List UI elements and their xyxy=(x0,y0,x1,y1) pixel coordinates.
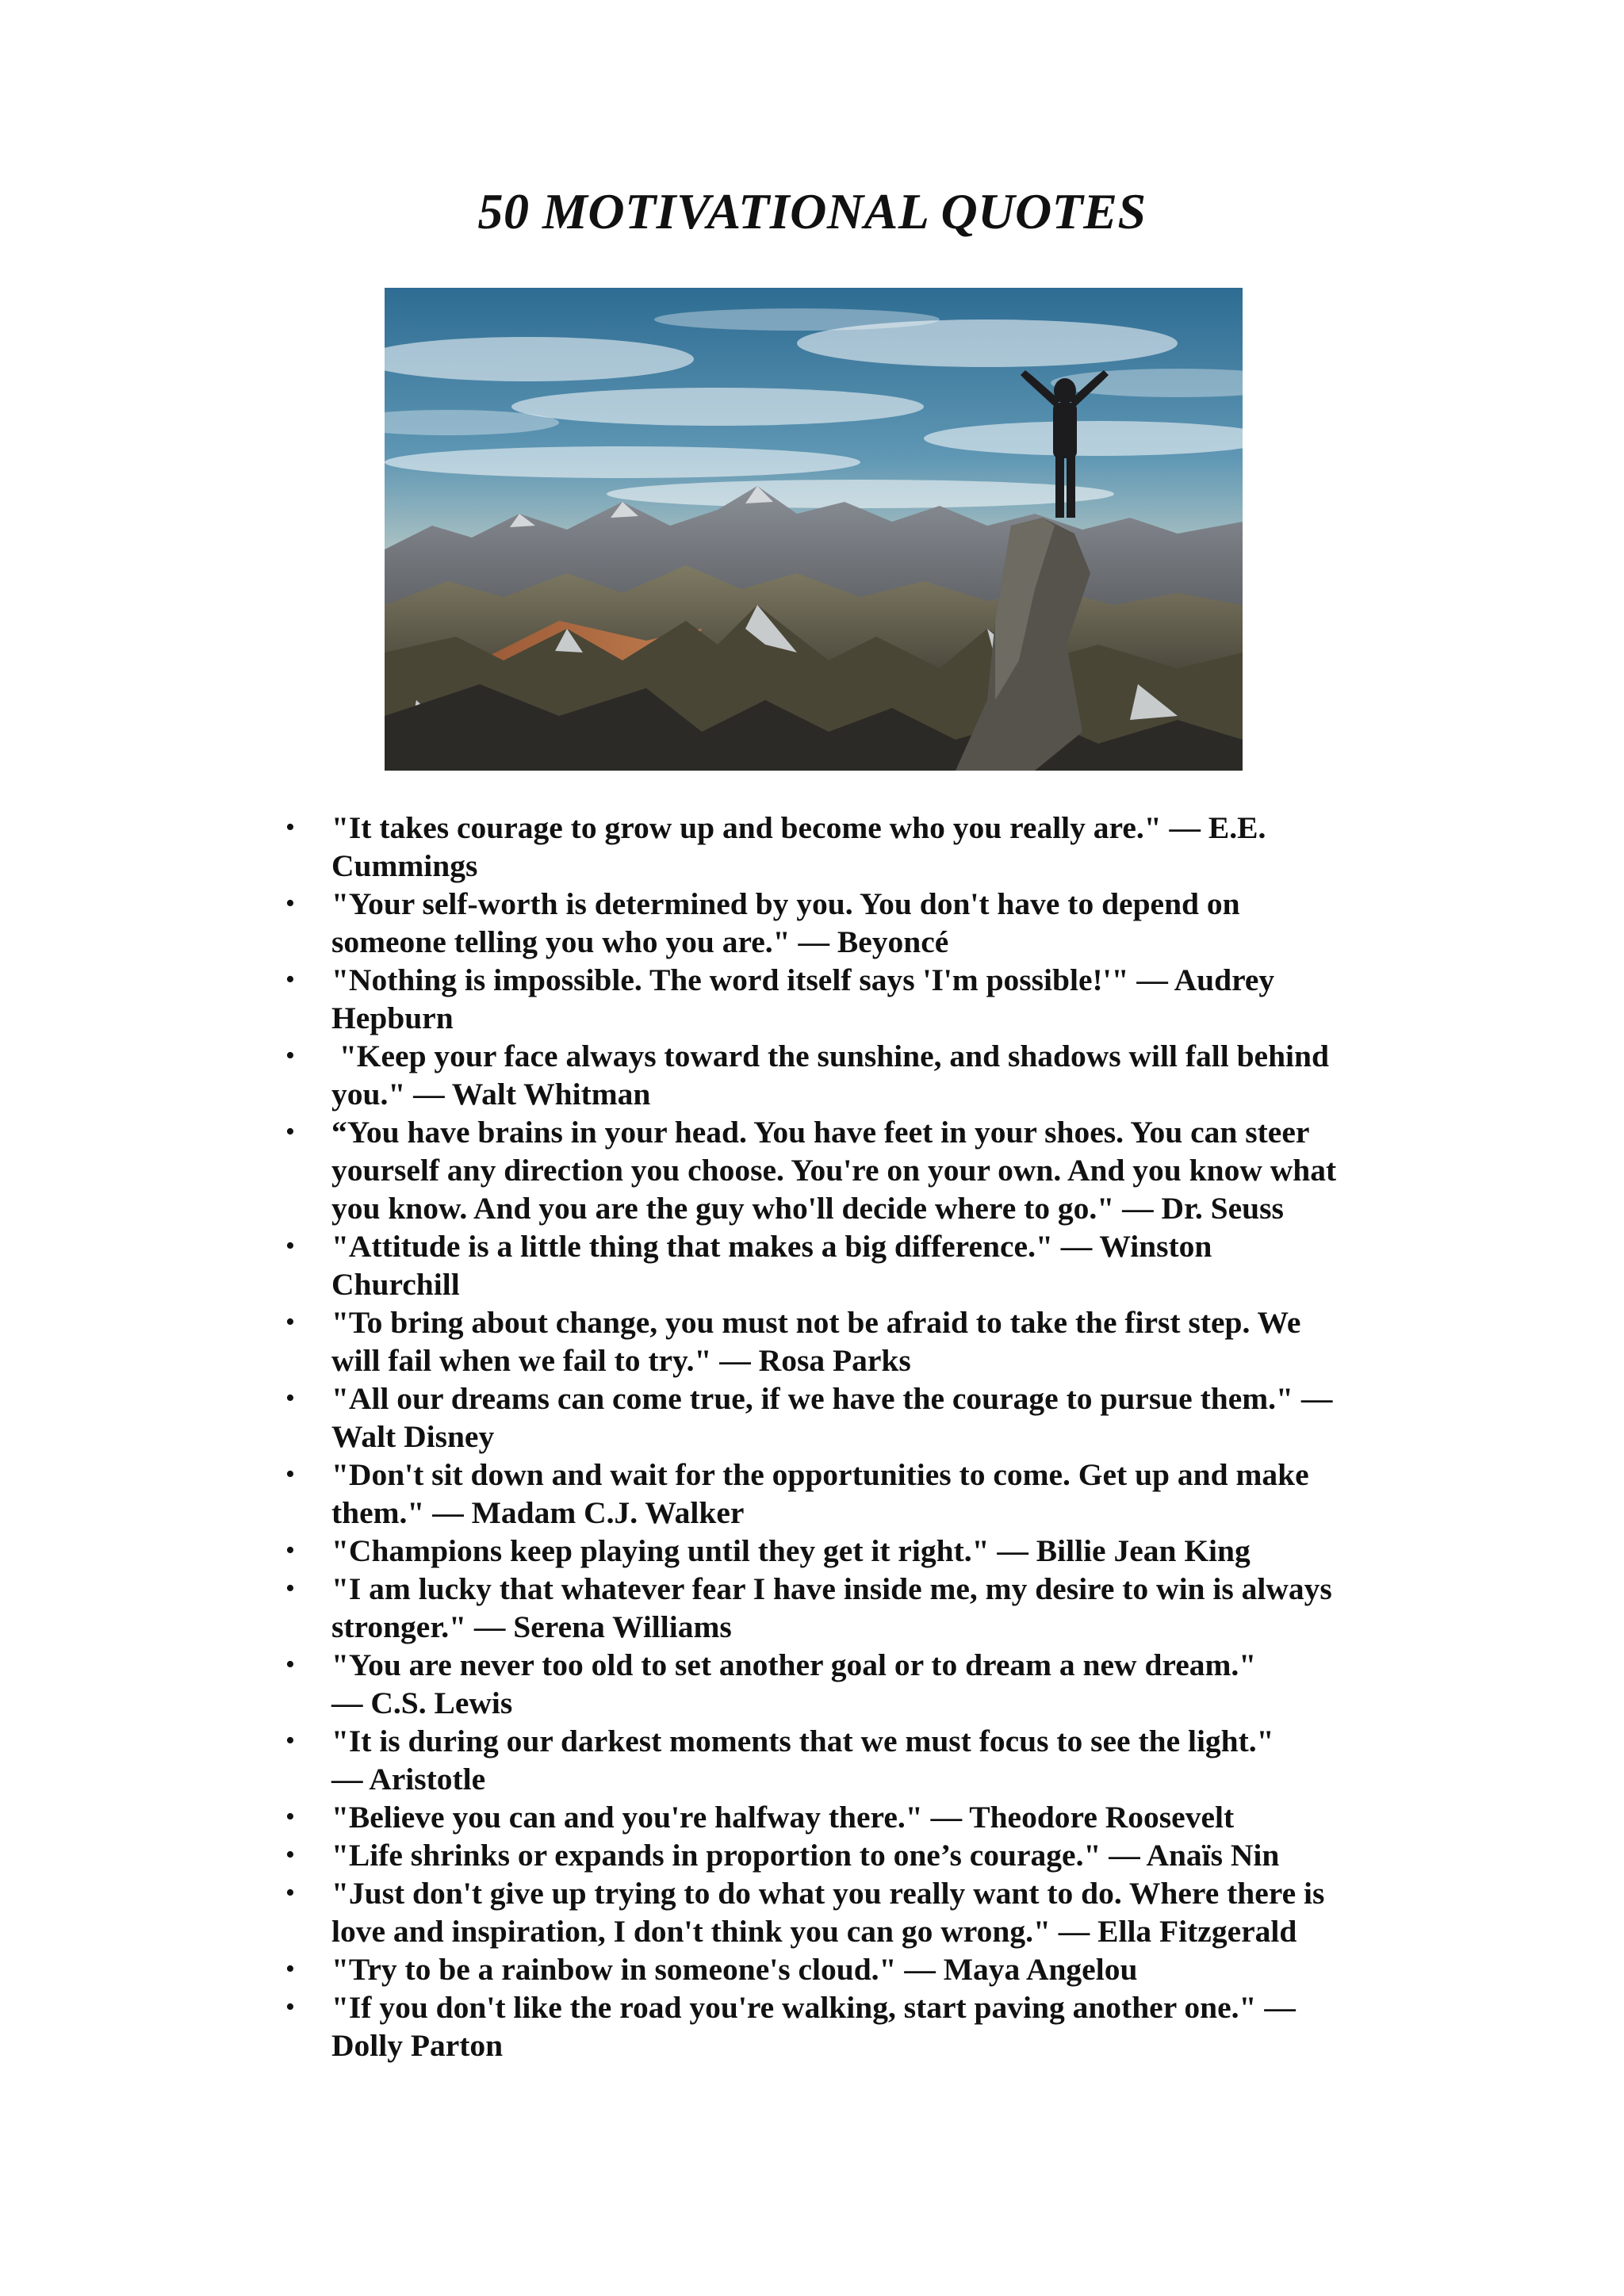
quote-item xyxy=(0,1037,1624,1113)
quote-item xyxy=(0,1303,1624,1380)
bullet-icon: • xyxy=(285,1307,295,1337)
quote-text-line: "All our dreams can come true, if we have the courage to pursue them." — xyxy=(331,1381,1333,1416)
bullet-icon: • xyxy=(285,1574,295,1603)
quote-text-line: — C.S. Lewis xyxy=(331,1686,513,1720)
page-title: 50 MOTIVATIONAL QUOTES xyxy=(477,183,1147,239)
quote-text-line: them." — Madam C.J. Walker xyxy=(331,1495,745,1530)
quote-text-line: "Keep your face always toward the sunshine, and shadows will fall behind xyxy=(331,1039,1329,1073)
quote-item xyxy=(0,1874,1624,1950)
quote-item xyxy=(0,1722,1624,1798)
bullet-icon: • xyxy=(285,889,295,918)
quote-item xyxy=(0,1113,1624,1227)
quote-text-line: "I am lucky that whatever fear I have inside me, my desire to win is always xyxy=(331,1571,1332,1606)
quote-text-line: "Try to be a rainbow in someone's cloud." — Maya Angelou xyxy=(331,1952,1138,1987)
quote-item xyxy=(0,1836,1624,1874)
quote-text-line: "It takes courage to grow up and become who you really are." — E.E. xyxy=(331,810,1266,845)
quote-text-line: "Just don't give up trying to do what you really want to do. Where there is xyxy=(331,1876,1325,1911)
quote-item xyxy=(0,885,1624,961)
quote-item xyxy=(0,1988,1624,2064)
bullet-icon: • xyxy=(285,1383,295,1413)
quote-text-line: Walt Disney xyxy=(331,1419,495,1454)
quote-text-line: "Attitude is a little thing that makes a big difference." — Winston xyxy=(331,1229,1212,1264)
quote-text-line: "Your self-worth is determined by you. You don't have to depend on xyxy=(331,886,1240,921)
bullet-icon: • xyxy=(285,1536,295,1565)
bullet-icon: • xyxy=(285,1802,295,1831)
quote-text-line: "Don't sit down and wait for the opportunities to come. Get up and make xyxy=(331,1457,1309,1492)
quote-text-line: you." — Walt Whitman xyxy=(331,1077,651,1112)
quote-item xyxy=(0,1380,1624,1456)
quote-item xyxy=(0,961,1624,1037)
quote-text-line: Dolly Parton xyxy=(331,2028,504,2063)
bullet-icon: • xyxy=(285,1726,295,1755)
bullet-icon: • xyxy=(285,1878,295,1908)
quote-text-line: — Aristotle xyxy=(331,1762,486,1797)
bullet-icon: • xyxy=(285,1231,295,1261)
quote-item xyxy=(0,809,1624,885)
mountain-summit-icon xyxy=(385,288,1243,771)
quote-text-line: "Believe you can and you're halfway there." — Theodore Roosevelt xyxy=(331,1800,1235,1835)
bullet-icon: • xyxy=(285,1840,295,1869)
quote-list xyxy=(0,809,1624,2064)
bullet-icon: • xyxy=(285,1992,295,2022)
quote-text-line: "Nothing is impossible. The word itself says 'I'm possible!'" — Audrey xyxy=(331,962,1275,997)
quote-text-line: “You have brains in your head. You have feet in your shoes. You can steer xyxy=(331,1115,1310,1150)
quote-text-line: "It is during our darkest moments that we must focus to see the light." xyxy=(331,1724,1274,1758)
quote-text-line: Churchill xyxy=(331,1267,460,1302)
quote-item xyxy=(0,1227,1624,1303)
quote-text-line: yourself any direction you choose. You're on your own. And you know what xyxy=(331,1153,1337,1188)
bullet-icon: • xyxy=(285,1954,295,1984)
quote-text-line: Hepburn xyxy=(331,1001,454,1035)
quote-text-line: "Champions keep playing until they get it right." — Billie Jean King xyxy=(331,1533,1251,1568)
quote-text-line: "To bring about change, you must not be afraid to take the first step. We xyxy=(331,1305,1301,1340)
hero-image xyxy=(385,288,1243,771)
bullet-icon: • xyxy=(285,965,295,994)
quote-item xyxy=(0,1646,1624,1722)
bullet-icon: • xyxy=(285,1460,295,1489)
bullet-icon: • xyxy=(285,1117,295,1146)
quote-text-line: "You are never too old to set another goal or to dream a new dream." xyxy=(331,1647,1257,1682)
quote-text-line: you know. And you are the guy who'll decide where to go." — Dr. Seuss xyxy=(331,1191,1284,1226)
quote-item xyxy=(0,1532,1624,1570)
quote-text-line: "If you don't like the road you're walking, start paving another one." — xyxy=(331,1990,1296,2025)
quote-item xyxy=(0,1798,1624,1836)
bullet-icon: • xyxy=(285,1041,295,1070)
quote-text-line: love and inspiration, I don't think you can go wrong." — Ella Fitzgerald xyxy=(331,1914,1297,1949)
quote-item xyxy=(0,1570,1624,1646)
quote-text-line: will fail when we fail to try." — Rosa Parks xyxy=(331,1343,911,1378)
quote-text-line: someone telling you who you are." — Beyoncé xyxy=(331,924,949,959)
bullet-icon: • xyxy=(285,813,295,842)
quote-item xyxy=(0,1456,1624,1532)
bullet-icon: • xyxy=(285,1650,295,1679)
quote-text-line: stronger." — Serena Williams xyxy=(331,1609,732,1644)
quote-text-line: Cummings xyxy=(331,848,478,883)
quote-text-line: "Life shrinks or expands in proportion to one’s courage." — Anaïs Nin xyxy=(331,1838,1280,1873)
quote-item xyxy=(0,1950,1624,1988)
